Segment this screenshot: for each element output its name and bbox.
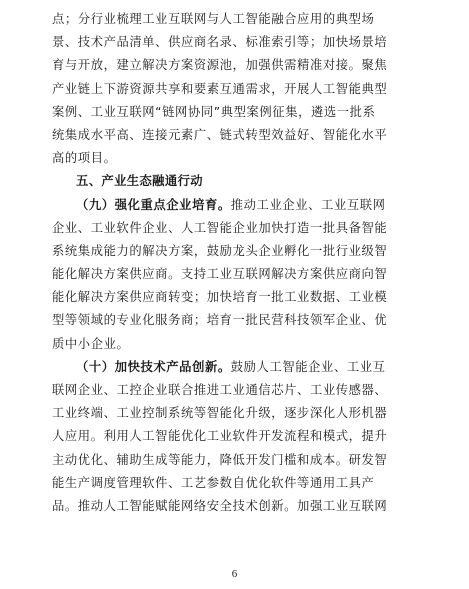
paragraph-1-line: 产业链上下游资源共享和要素互通需求，开展人工智能典型: [52, 81, 388, 96]
section-heading: 五、产业生态融通行动: [76, 174, 203, 189]
paragraph-2-line: 型等领域的专业化服务商；培育一批民营科技领军企业、优: [52, 313, 388, 328]
paragraph-3-line: 工业终端、工业控制系统等智能化升级，逐步深化人形机器: [52, 406, 388, 421]
paragraph-2-line: 能化解决方案供应商。支持工业互联网解决方案供应商向智: [52, 267, 388, 282]
paragraph-2-line: 质中小企业。: [52, 336, 130, 351]
paragraph-3-line: 联网企业、工控企业联合推进工业通信芯片、工业传感器、: [52, 383, 388, 397]
paragraph-3-line: 能生产调度管理软件、工艺参数自优化软件等通用工具产: [52, 475, 375, 490]
paragraph-1-line: 案例、工业互联网“链网协同”典型案例征集，遴选一批系: [52, 104, 376, 119]
paragraph-2-first-rest: 推动工业企业、工业互联网: [230, 197, 386, 212]
paragraph-1-line: 统集成水平高、连接元素广、链式转型效益好、智能化水平: [52, 127, 388, 142]
paragraph-3-line: 品。推动人工智能赋能网络安全技术创新。加强工业互联网: [52, 498, 388, 513]
paragraph-3-line: 主动优化、辅助生成等能力，降低开发门槛和成本。研发智: [52, 452, 388, 467]
paragraph-2-first-line: [52, 194, 432, 217]
paragraph-3-line: 人应用。利用人工智能优化工业软件开发流程和模式，提升: [52, 429, 388, 444]
paragraph-2-lead: （九）强化重点企业培育。: [76, 197, 231, 212]
body-text: [52, 8, 432, 518]
paragraph-2-line: 系统集成能力的解决方案，鼓励龙头企业孵化一批行业级智: [52, 243, 388, 258]
paragraph-2-line: 企业、工业软件企业、人工智能企业加快打造一批具备智能: [52, 220, 388, 235]
paragraph-1-line: 育与开放，建立解决方案资源池，加强供需精准对接。聚焦: [52, 58, 388, 73]
paragraph-3-first-rest: 鼓励人工智能企业、工业互: [230, 359, 386, 374]
page-number: 6: [231, 568, 238, 580]
paragraph-1-line: 景、技术产品清单、供应商名录、标准索引等；加快场景培: [52, 35, 388, 50]
paragraph-1-line: 点；分行业梳理工业互联网与人工智能融合应用的典型场: [52, 12, 375, 26]
paragraph-1-line: 高的项目。: [52, 151, 117, 166]
paragraph-3-lead: （十）加快技术产品创新。: [76, 359, 231, 374]
paragraph-2-line: 能化解决方案供应商转变；加快培育一批工业数据、工业模: [52, 290, 388, 305]
paragraph-3-first-line: [52, 356, 432, 379]
